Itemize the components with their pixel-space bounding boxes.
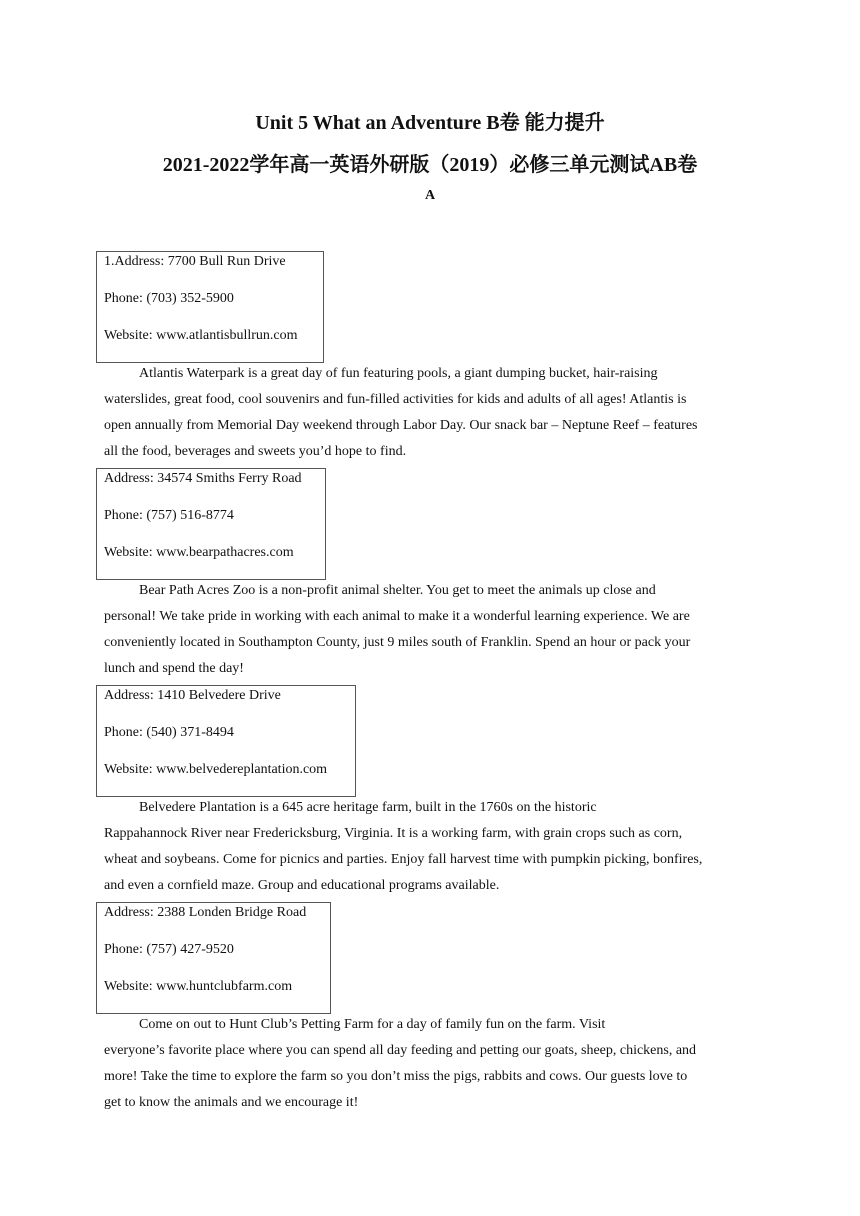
website-text: Website: www.bearpathacres.com bbox=[104, 545, 294, 560]
paragraph-line: wheat and soybeans. Come for picnics and parties. Enjoy fall harvest time with pumpkin picking, bonfires, bbox=[104, 852, 703, 867]
paragraph-line: everyone’s favorite place where you can spend all day feeding and petting our goats, sheep, chickens, and bbox=[104, 1043, 697, 1058]
phone-text: Phone: (757) 427-9520 bbox=[104, 942, 234, 957]
website-text: Website: www.belvedereplantation.com bbox=[104, 762, 328, 777]
info-box-bear-path bbox=[96, 468, 326, 580]
website-text: Website: www.huntclubfarm.com bbox=[104, 979, 293, 994]
paragraph-line: Belvedere Plantation is a 645 acre heritage farm, built in the 1760s on the historic bbox=[139, 800, 597, 815]
description-atlantis bbox=[104, 361, 759, 465]
paragraph-line: Atlantis Waterpark is a great day of fun featuring pools, a giant dumping bucket, hair-raising bbox=[139, 366, 658, 381]
phone-text: Phone: (757) 516-8774 bbox=[104, 508, 234, 523]
document-title: Unit 5 What an Adventure B卷 能力提升 bbox=[255, 112, 605, 134]
paragraph-line: waterslides, great food, cool souvenirs and fun-filled activities for kids and adults of all ages! Atlantis is bbox=[104, 392, 687, 407]
phone-text: Phone: (703) 352-5900 bbox=[104, 291, 234, 306]
paragraph-line: open annually from Memorial Day weekend through Labor Day. Our snack bar – Neptune Reef – features bbox=[104, 418, 698, 433]
paragraph-line: conveniently located in Southampton County, just 9 miles south of Franklin. Spend an hour or pack your bbox=[104, 635, 691, 650]
address-text: 1.Address: 7700 Bull Run Drive bbox=[104, 254, 286, 269]
address-text: Address: 34574 Smiths Ferry Road bbox=[104, 471, 302, 486]
paragraph-line: get to know the animals and we encourage it! bbox=[104, 1095, 359, 1110]
paragraph-line: Rappahannock River near Fredericksburg, Virginia. It is a working farm, with grain crops such as corn, bbox=[104, 826, 683, 841]
paragraph-line: and even a cornfield maze. Group and educational programs available. bbox=[104, 878, 500, 893]
paragraph-line: Come on out to Hunt Club’s Petting Farm for a day of family fun on the farm. Visit bbox=[139, 1017, 606, 1032]
address-text: Address: 1410 Belvedere Drive bbox=[104, 688, 281, 703]
paragraph-line: personal! We take pride in working with each animal to make it a wonderful learning experience. We are bbox=[104, 609, 690, 624]
address-text: Address: 2388 Londen Bridge Road bbox=[104, 905, 307, 920]
website-text: Website: www.atlantisbullrun.com bbox=[104, 328, 298, 343]
paragraph-line: Bear Path Acres Zoo is a non-profit animal shelter. You get to meet the animals up close and bbox=[139, 583, 656, 598]
info-box-hunt-club bbox=[96, 902, 331, 1014]
paragraph-line: lunch and spend the day! bbox=[104, 661, 244, 676]
description-bear-path bbox=[104, 578, 759, 682]
description-belvedere bbox=[104, 795, 759, 899]
section-label: A bbox=[424, 188, 436, 203]
document-subtitle: 2021-2022学年高一英语外研版（2019）必修三单元测试AB卷 bbox=[162, 154, 698, 176]
description-hunt-club bbox=[104, 1012, 759, 1116]
paragraph-line: all the food, beverages and sweets you’d hope to find. bbox=[104, 444, 407, 459]
paragraph-line: more! Take the time to explore the farm so you don’t miss the pigs, rabbits and cows. Our guests love to bbox=[104, 1069, 688, 1084]
info-box-belvedere bbox=[96, 685, 356, 797]
phone-text: Phone: (540) 371-8494 bbox=[104, 725, 234, 740]
info-box-atlantis bbox=[96, 251, 324, 363]
